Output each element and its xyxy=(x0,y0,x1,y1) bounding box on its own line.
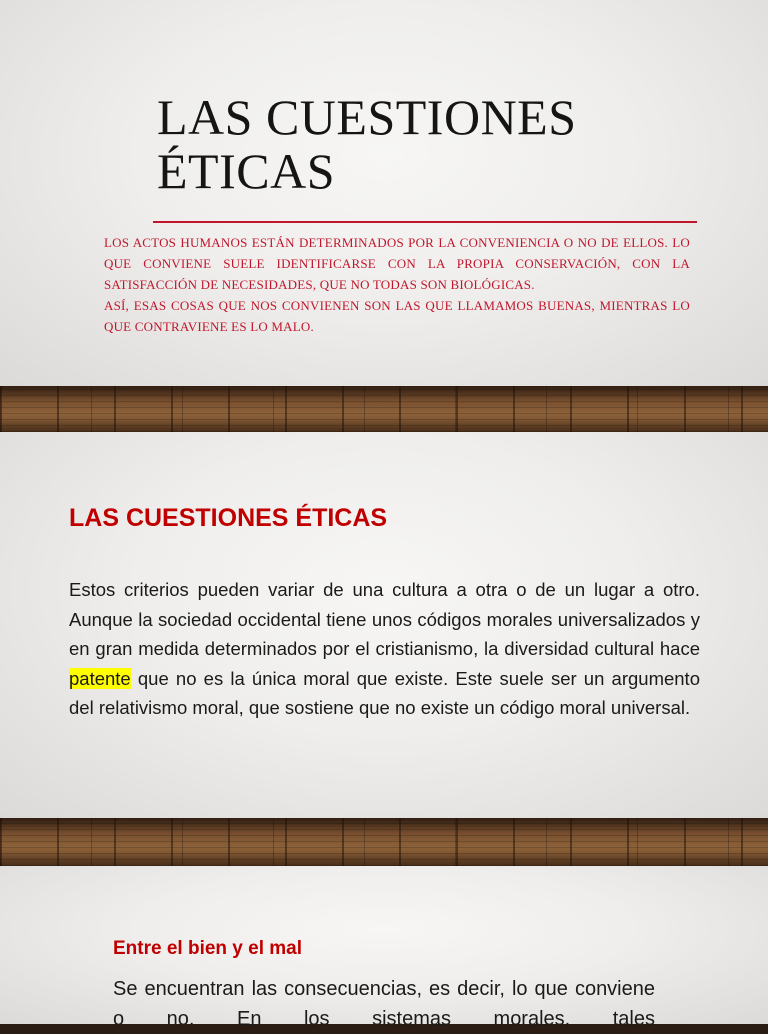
slide-1-paragraph-2: ASÍ, ESAS COSAS QUE NOS CONVIENEN SON LAS QUE LLAMAMOS BUENAS, MIENTRAS LO QUE CONTRAVIENE ES LO MALO. xyxy=(104,298,690,334)
wood-floor-divider xyxy=(0,818,768,866)
slide-2 xyxy=(0,432,768,818)
slide-3 xyxy=(0,866,768,1030)
slide-3-body: Se encuentran las consecuencias, es decir, lo que conviene o no. En los sistemas morales, tales xyxy=(113,978,655,1030)
slide-1-body xyxy=(104,232,690,337)
wood-floor-divider xyxy=(0,386,768,432)
slide-1-title: LAS CUESTIONES ÉTICAS xyxy=(157,89,577,199)
slide-1-paragraph-1: LOS ACTOS HUMANOS ESTÁN DETERMINADOS POR LA CONVENIENCIA O NO DE ELLOS. LO QUE CONVIENE SUELE IDENTIFICARSE CON LA PROPIA CONSERVACIÓN, CON LA SATISFACCIÓN DE NECESIDADES, QUE NO TODAS SON BIOLÓGICAS. xyxy=(104,235,690,292)
slide-2-body-text-end: que no es la única moral que existe. Este suele ser un argumento del relativismo moral, que sostiene que no existe un código moral universal. xyxy=(69,667,700,718)
slide-1 xyxy=(0,0,768,386)
slide-3-heading: Entre el bien y el mal xyxy=(113,938,303,959)
slide-2-heading: LAS CUESTIONES ÉTICAS xyxy=(69,504,388,532)
slide-2-body-text: Estos criterios pueden variar de una cultura a otra o de un lugar a otro. Aunque la sociedad occidental tiene unos códigos morales universalizados y en gran medida determinados por el cristianismo, la diversidad cultural hace xyxy=(69,579,700,659)
highlighted-word: patente xyxy=(69,667,131,689)
title-underline xyxy=(153,221,697,223)
slide-2-body xyxy=(69,575,700,723)
